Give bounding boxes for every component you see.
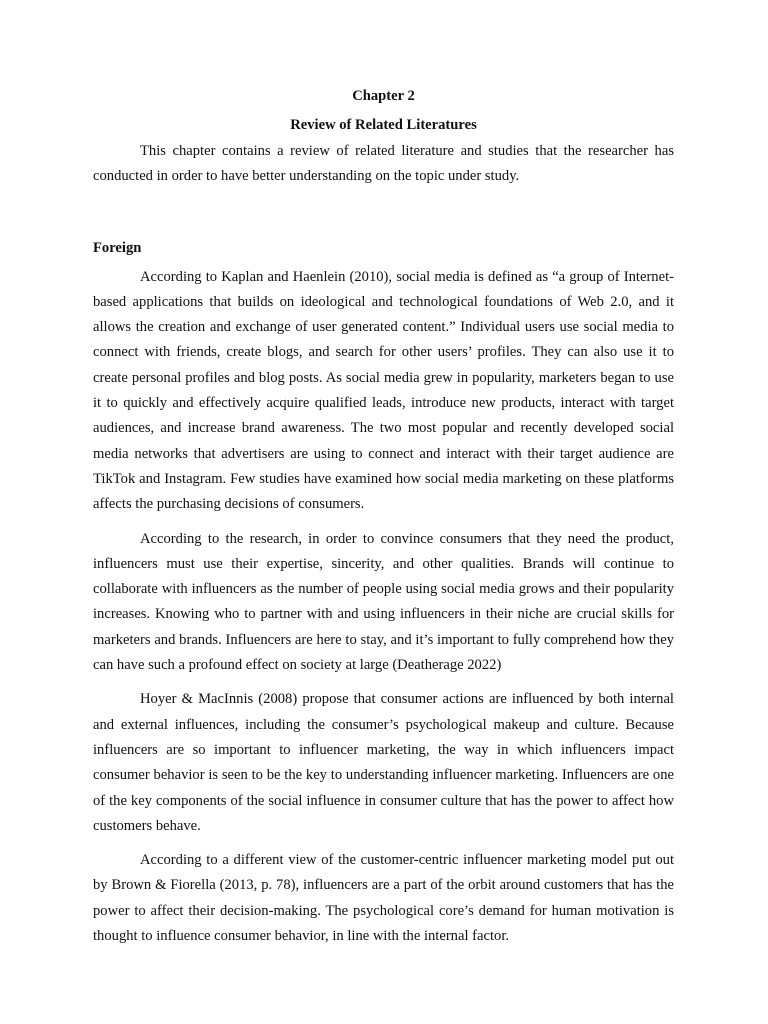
chapter-title: Review of Related Literatures [290, 117, 477, 133]
body-paragraph-4: According to a different view of the customer-centric influencer marketing model put out by Brown & Fiorella (2013, p. 78), influencers are a part of the orbit around customers that has the power to affect their decision-making. The psychological core’s demand for human motivation is thought to influence consumer behavior, in line with the internal factor. [93, 852, 674, 945]
body-paragraph-3: Hoyer & MacInnis (2008) propose that consumer actions are influenced by both internal and external influences, including the consumer’s psychological makeup and culture. Because influencers are so important to influencer marketing, the way in which influencers impact consumer behavior is seen to be the key to understanding influencer marketing. Influencers are one of the key components of the social influence in consumer culture that has the power to affect how customers behave. [93, 691, 674, 834]
body-paragraph-1: According to Kaplan and Haenlein (2010), social media is defined as “a group of Internet-based applications that builds on ideological and technological foundations of Web 2.0, and it allows the creation and exchange of user generated content.” Individual users use social media to connect with friends, create blogs, and search for other users’ profiles. They can also use it to create personal profiles and blog posts. As social media grew in popularity, marketers began to use it to quickly and effectively acquire qualified leads, introduce new products, interact with target audiences, and increase brand awareness. The two most popular and recently developed social media networks that advertisers are using to connect and interact with their target audience are TikTok and Instagram. Few studies have examined how social media marketing on these platforms affects the purchasing decisions of consumers. [93, 268, 674, 513]
section-heading-foreign: Foreign [93, 239, 142, 256]
body-paragraph-2: According to the research, in order to convince consumers that they need the product, influencers must use their expertise, sincerity, and other qualities. Brands will continue to collaborate with influencers as the number of people using social media grows and their popularity increases. Knowing who to partner with and using influencers in their niche are crucial skills for marketers and brands. Influencers are here to stay, and it’s important to fully comprehend how they can have such a profound effect on society at large (Deatherage 2022) [93, 530, 674, 674]
intro-paragraph: This chapter contains a review of related literature and studies that the researcher has conducted in order to have better understanding on the topic under study. [93, 143, 674, 185]
chapter-label: Chapter 2 [352, 88, 415, 104]
document-page [93, 86, 674, 958]
